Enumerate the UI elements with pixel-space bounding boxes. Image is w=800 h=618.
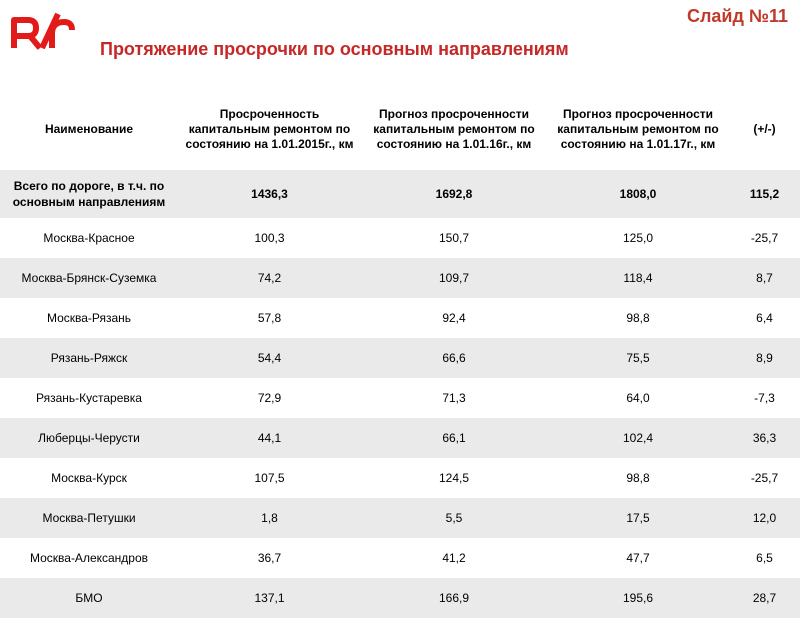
row-2017: 125,0 <box>547 218 729 258</box>
row-delta: -25,7 <box>729 218 800 258</box>
row-2015: 72,9 <box>178 378 361 418</box>
row-2016: 71,3 <box>361 378 547 418</box>
row-name: Москва-Александров <box>0 538 178 578</box>
row-2015: 107,5 <box>178 458 361 498</box>
data-table-container <box>0 88 800 605</box>
row-name: Люберцы-Черусти <box>0 418 178 458</box>
row-delta: -7,3 <box>729 378 800 418</box>
row-2016: 66,1 <box>361 418 547 458</box>
row-delta: 8,9 <box>729 338 800 378</box>
overdue-table <box>0 88 800 618</box>
row-delta: -25,7 <box>729 458 800 498</box>
total-delta: 115,2 <box>729 170 800 218</box>
row-2015: 36,7 <box>178 538 361 578</box>
row-2015: 44,1 <box>178 418 361 458</box>
row-name: Москва-Петушки <box>0 498 178 538</box>
row-name: Москва-Брянск-Суземка <box>0 258 178 298</box>
slide-number: Слайд №11 <box>686 6 788 26</box>
row-delta: 28,7 <box>729 578 800 618</box>
row-2016: 41,2 <box>361 538 547 578</box>
table-row <box>0 458 800 498</box>
row-name: Москва-Рязань <box>0 298 178 338</box>
row-2015: 54,4 <box>178 338 361 378</box>
row-2017: 102,4 <box>547 418 729 458</box>
total-2015: 1436,3 <box>178 170 361 218</box>
total-row <box>0 170 800 218</box>
table-row <box>0 378 800 418</box>
row-2016: 150,7 <box>361 218 547 258</box>
row-2016: 124,5 <box>361 458 547 498</box>
row-2015: 137,1 <box>178 578 361 618</box>
header-forecast-2017: Прогноз просроченности капитальным ремонтом по состоянию на 1.01.17г., км <box>547 88 729 170</box>
table-row <box>0 538 800 578</box>
row-delta: 12,0 <box>729 498 800 538</box>
row-2016: 5,5 <box>361 498 547 538</box>
table-row <box>0 498 800 538</box>
row-2016: 66,6 <box>361 338 547 378</box>
row-name: БМО <box>0 578 178 618</box>
row-name: Рязань-Ряжск <box>0 338 178 378</box>
row-name: Москва-Красное <box>0 218 178 258</box>
page-title: Протяжение просрочки по основным направлениям <box>100 39 569 59</box>
row-delta: 36,3 <box>729 418 800 458</box>
row-name: Рязань-Кустаревка <box>0 378 178 418</box>
row-2017: 64,0 <box>547 378 729 418</box>
row-2017: 17,5 <box>547 498 729 538</box>
row-delta: 6,5 <box>729 538 800 578</box>
row-2016: 92,4 <box>361 298 547 338</box>
row-2017: 98,8 <box>547 458 729 498</box>
header-delta: (+/-) <box>729 88 800 170</box>
row-2017: 98,8 <box>547 298 729 338</box>
row-delta: 6,4 <box>729 298 800 338</box>
table-row <box>0 298 800 338</box>
row-2015: 100,3 <box>178 218 361 258</box>
row-delta: 8,7 <box>729 258 800 298</box>
row-2017: 47,7 <box>547 538 729 578</box>
row-2016: 166,9 <box>361 578 547 618</box>
table-row <box>0 218 800 258</box>
row-2015: 57,8 <box>178 298 361 338</box>
row-2015: 74,2 <box>178 258 361 298</box>
row-name: Москва-Курск <box>0 458 178 498</box>
row-2017: 195,6 <box>547 578 729 618</box>
header-name: Наименование <box>0 88 178 170</box>
total-name: Всего по дороге, в т.ч. по основным направлениям <box>0 170 178 218</box>
rzd-logo <box>8 8 78 52</box>
row-2016: 109,7 <box>361 258 547 298</box>
table-row <box>0 338 800 378</box>
total-2016: 1692,8 <box>361 170 547 218</box>
table-row <box>0 418 800 458</box>
row-2015: 1,8 <box>178 498 361 538</box>
total-2017: 1808,0 <box>547 170 729 218</box>
row-2017: 75,5 <box>547 338 729 378</box>
table-header-row <box>0 88 800 170</box>
table-row <box>0 258 800 298</box>
header-forecast-2016: Прогноз просроченности капитальным ремонтом по состоянию на 1.01.16г., км <box>361 88 547 170</box>
table-row <box>0 578 800 618</box>
row-2017: 118,4 <box>547 258 729 298</box>
header-overdue-2015: Просроченность капитальным ремонтом по состоянию на 1.01.2015г., км <box>178 88 361 170</box>
